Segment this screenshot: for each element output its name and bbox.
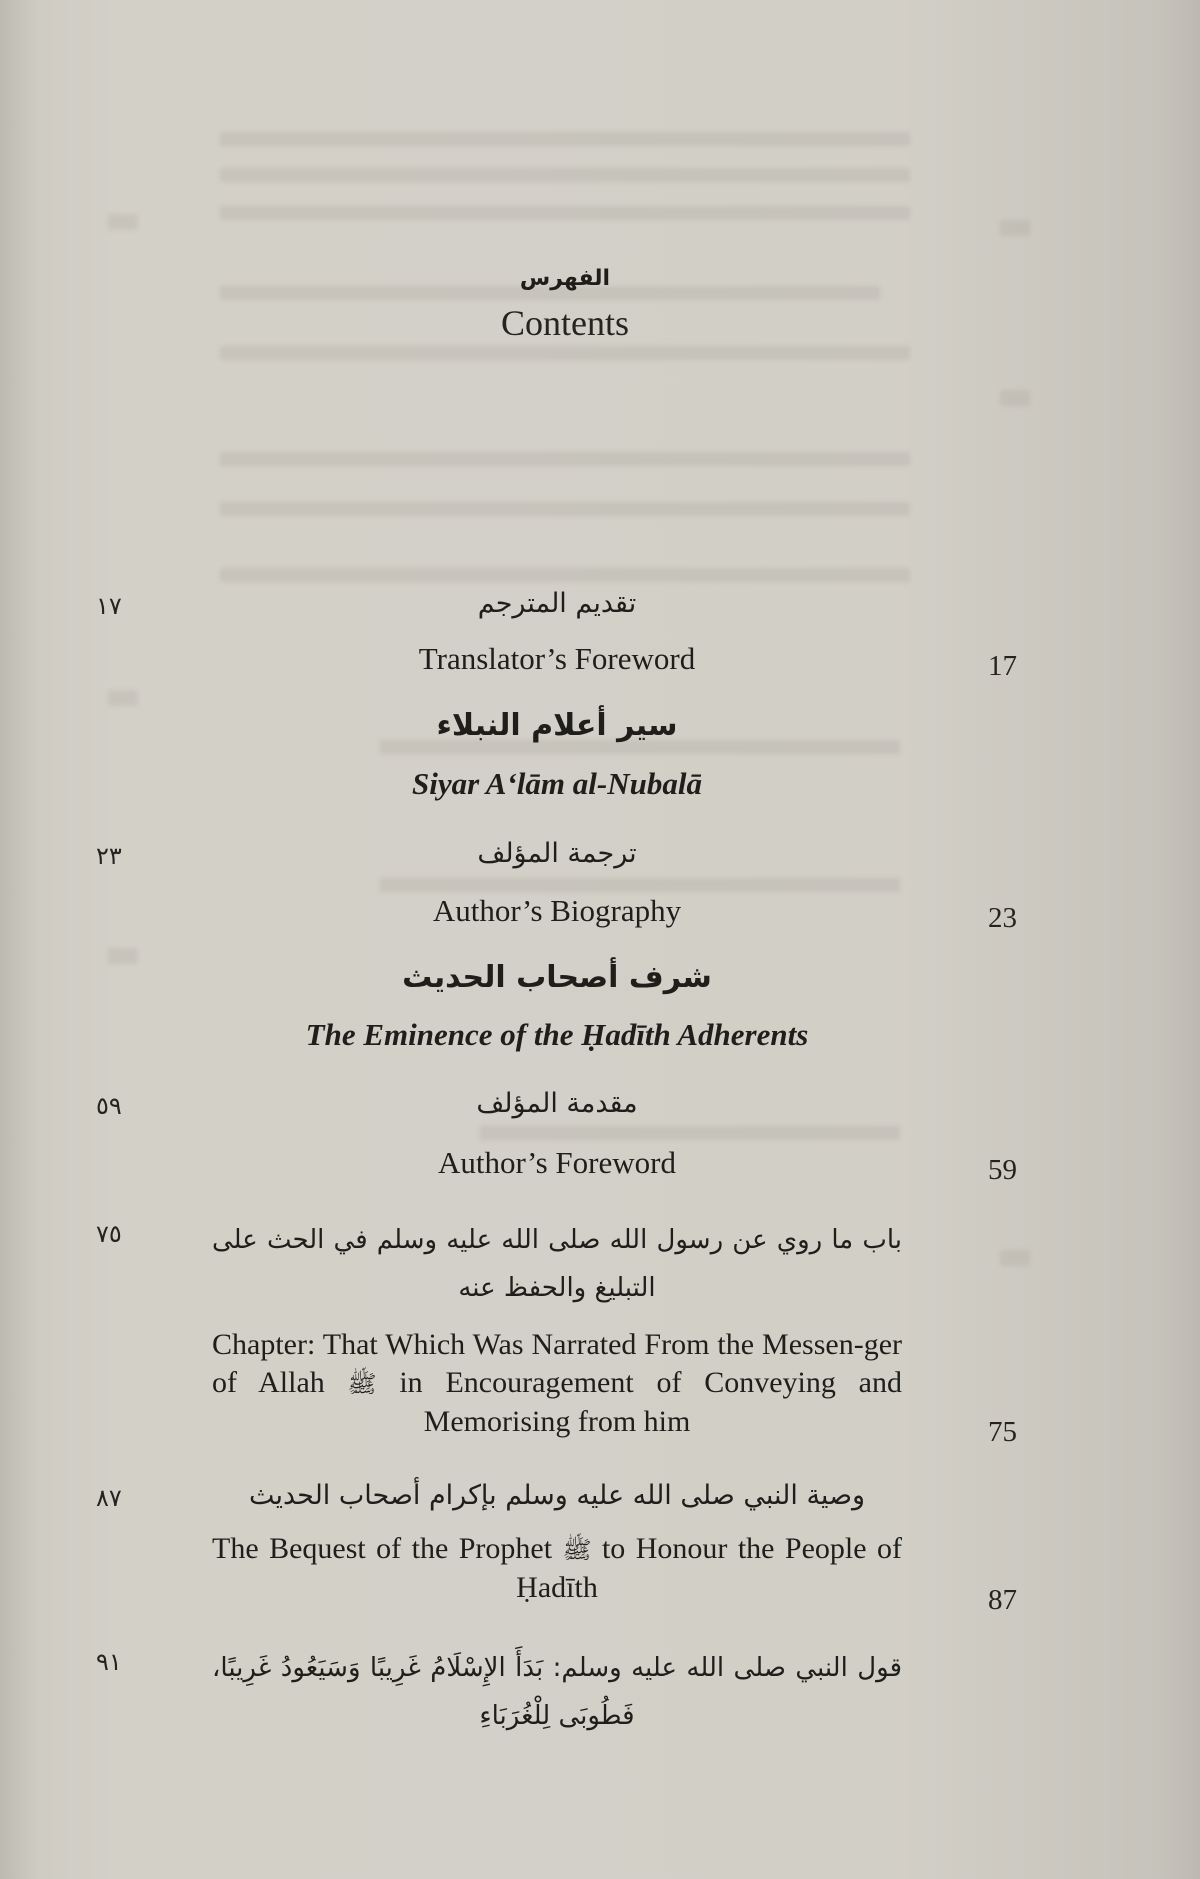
show-through: [220, 452, 910, 466]
entry-title-part: The Bequest of the Prophet: [212, 1532, 553, 1565]
show-through: [220, 502, 910, 516]
salawat-icon: ﷺ: [347, 1370, 377, 1398]
entry-title-arabic: ترجمة المؤلف: [477, 838, 637, 869]
entry-title: Author’s Biography: [432, 893, 682, 928]
page-number: 59: [988, 1154, 1017, 1186]
show-through: [220, 346, 910, 360]
show-through: [380, 878, 900, 892]
show-through: [1000, 390, 1030, 406]
show-through: [220, 206, 910, 220]
show-through: [220, 132, 910, 146]
entry-title-part: to Honour the People of Ḥadīth: [516, 1532, 903, 1604]
entry-title-arabic: قول النبي صلى الله عليه وسلم: بَدَأَ الإِسْلَامُ غَرِيبًا وَسَيَعُودُ غَرِيبًا، فَطُوبَى لِلْغُرَبَاءِ: [212, 1653, 902, 1731]
section-heading: Siyar A‘lām al-Nubalā: [412, 766, 702, 801]
page-number-arabic: ٥٩: [96, 1092, 122, 1120]
section-heading-arabic: سير أعلام النبلاء: [436, 708, 678, 743]
show-through: [220, 568, 910, 582]
show-through: [1000, 1250, 1030, 1266]
show-through: [220, 168, 910, 182]
entry-title: Author’s Foreword: [438, 1145, 676, 1180]
entry-title-part: Chapter: That Which Was Narrated From the Messen-ger of Allah: [212, 1328, 902, 1399]
show-through: [108, 214, 138, 230]
entry-title: Translator’s Foreword: [418, 641, 696, 676]
show-through: [108, 690, 138, 706]
page-number-arabic: ٧٥: [96, 1220, 122, 1248]
page-number-arabic: ٢٣: [96, 842, 122, 870]
section-heading: The Eminence of the Ḥadīth Adherents: [305, 1017, 809, 1052]
page-number: 23: [988, 902, 1017, 934]
section-heading-arabic: شرف أصحاب الحديث: [402, 960, 712, 995]
show-through: [480, 1126, 900, 1140]
page-number-arabic: ٩١: [96, 1648, 122, 1676]
salawat-icon: ﷺ: [562, 1536, 592, 1564]
entry-title: [212, 1326, 902, 1441]
entry-title-arabic: وصية النبي صلى الله عليه وسلم بإكرام أصحاب الحديث: [248, 1480, 866, 1511]
page-number: 75: [988, 1416, 1017, 1448]
page-number-arabic: ١٧: [96, 592, 122, 620]
show-through: [1000, 220, 1030, 236]
show-through: [108, 948, 138, 964]
entry-title-arabic: باب ما روي عن رسول الله صلى الله عليه وسلم في الحث على التبليغ والحفظ عنه: [212, 1225, 902, 1303]
contents-heading-arabic: الفهرس: [519, 266, 611, 291]
page-number: 87: [988, 1584, 1017, 1616]
contents-heading: Contents: [500, 303, 629, 343]
page-number: 17: [988, 650, 1017, 682]
entry-title: [212, 1530, 902, 1607]
entry-title-part: in Encouragement of Conveying and Memorising from him: [399, 1366, 902, 1438]
entry-title-arabic: تقديم المترجم: [477, 588, 637, 619]
entry-title-arabic: مقدمة المؤلف: [476, 1088, 638, 1119]
page-number-arabic: ٨٧: [96, 1484, 122, 1512]
